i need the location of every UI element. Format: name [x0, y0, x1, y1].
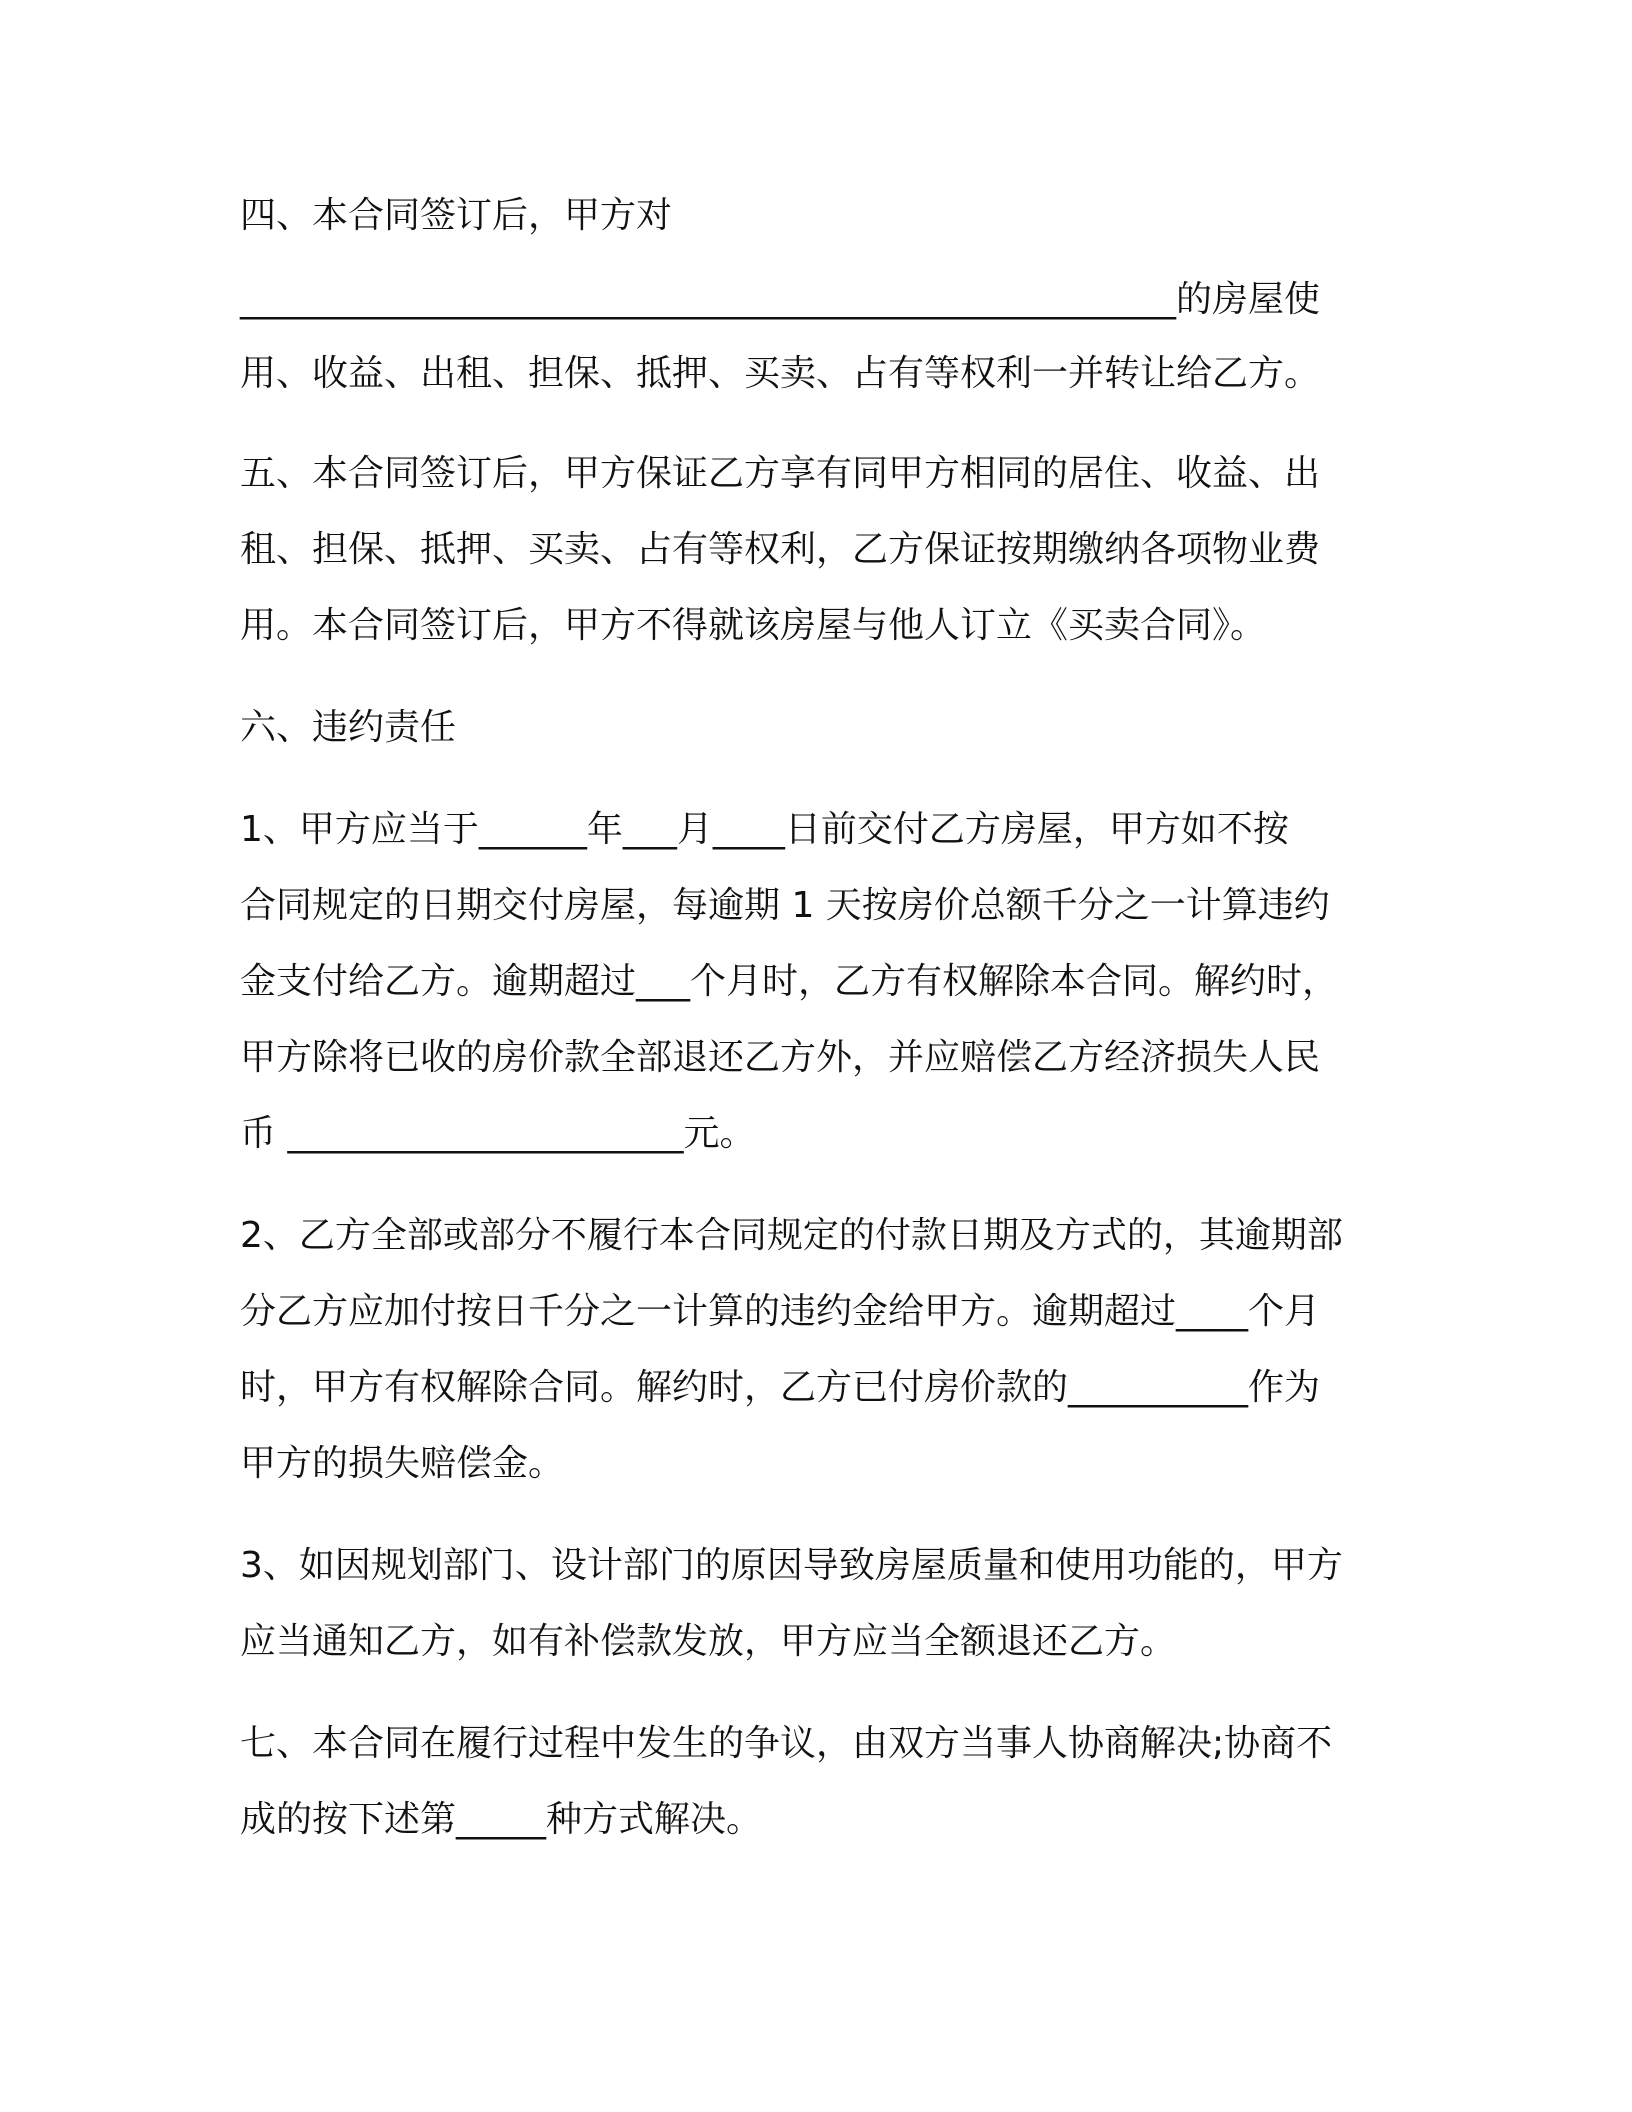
text-line: 分乙方应加付按日千分之一计算的违约金给甲方。逾期超过____个月 — [240, 1291, 1321, 1332]
section-heading: 六、违约责任 — [240, 707, 457, 748]
text-line: 用。本合同签订后，甲方不得就该房屋与他人订立《买卖合同》。 — [240, 605, 1267, 646]
text-line: 币 ______________________元。 — [240, 1113, 756, 1154]
text-line: 甲方的损失赔偿金。 — [240, 1443, 565, 1484]
text-line: 3、如因规划部门、设计部门的原因导致房屋质量和使用功能的，甲方 — [240, 1545, 1343, 1586]
text-line: 甲方除将已收的房价款全部退还乙方外，并应赔偿乙方经济损失人民 — [240, 1037, 1321, 1078]
text-line: ____________________________________________________的房屋使 — [240, 279, 1320, 320]
text-line: 2、乙方全部或部分不履行本合同规定的付款日期及方式的，其逾期部 — [240, 1215, 1343, 1256]
text-line: 七、本合同在履行过程中发生的争议，由双方当事人协商解决;协商不 — [240, 1723, 1333, 1764]
text-line: 成的按下述第_____种方式解决。 — [240, 1799, 763, 1840]
text-line: 合同规定的日期交付房屋，每逾期 1 天按房价总额千分之一计算违约 — [240, 885, 1330, 926]
text-line: 五、本合同签订后，甲方保证乙方享有同甲方相同的居住、收益、出 — [240, 453, 1321, 494]
text-line: 应当通知乙方，如有补偿款发放，甲方应当全额退还乙方。 — [240, 1621, 1177, 1662]
text-line: 用、收益、出租、担保、抵押、买卖、占有等权利一并转让给乙方。 — [240, 353, 1321, 394]
text-line: 四、本合同签订后，甲方对 — [240, 195, 673, 236]
text-line: 1、甲方应当于______年___月____日前交付乙方房屋，甲方如不按 — [240, 809, 1289, 850]
text-line: 金支付给乙方。逾期超过___个月时，乙方有权解除本合同。解约时， — [240, 961, 1339, 1002]
text-line: 时，甲方有权解除合同。解约时，乙方已付房价款的__________作为 — [240, 1367, 1321, 1408]
text-line: 租、担保、抵押、买卖、占有等权利，乙方保证按期缴纳各项物业费 — [240, 529, 1321, 570]
